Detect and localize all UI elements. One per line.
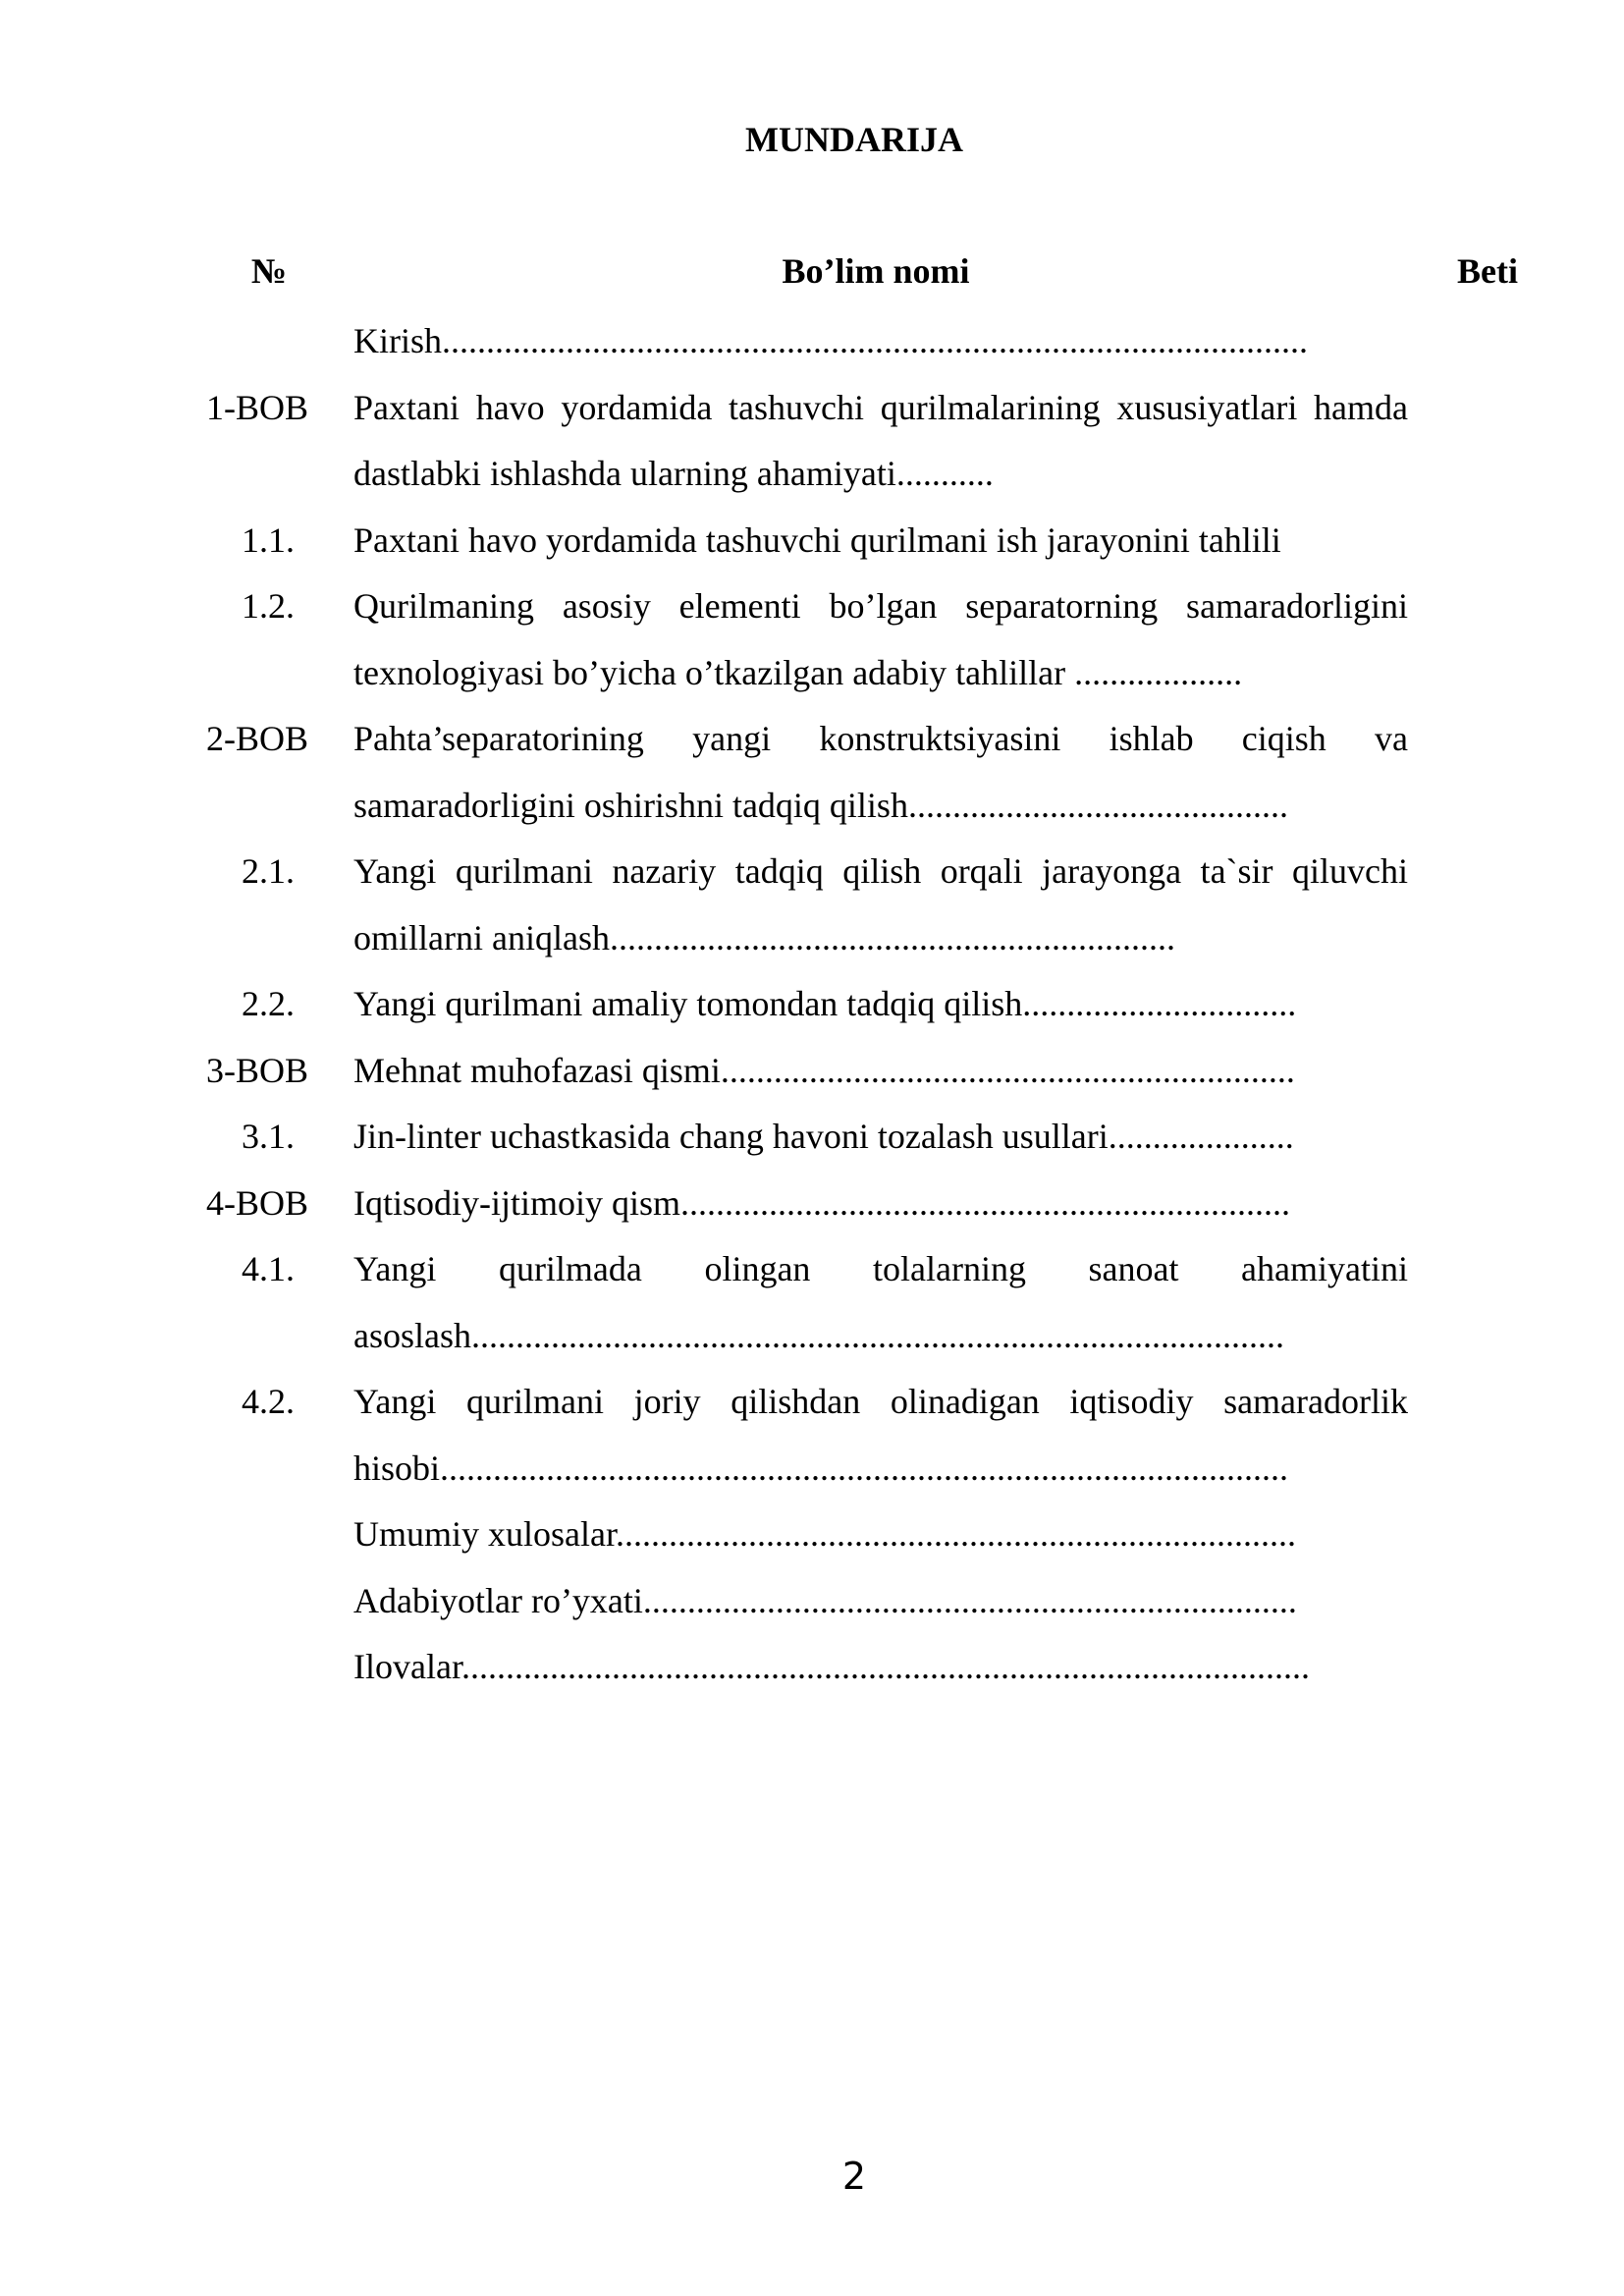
- column-header-section-name: Bo’lim nomi: [782, 251, 970, 291]
- toc-title: Pahta’separatorining yangi konstruktsiyasini ishlab ciqish va samaradorligini oshirishni tadqiq qilish...........................................: [353, 719, 1408, 825]
- toc-row: [0, 1369, 1624, 1502]
- toc-row: [0, 1038, 1624, 1105]
- column-header-number: №: [250, 251, 288, 291]
- toc-row: [0, 1171, 1624, 1237]
- toc-row: [0, 1502, 1624, 1568]
- toc-title: Mehnat muhofazasi qismi.................................................................: [353, 1050, 1295, 1090]
- toc-title: Qurilmaning asosiy elementi bo’lgan separatorning samaradorligini texnologiyasi bo’yicha o’tkazilgan adabiy tahlillar ...................: [353, 586, 1408, 692]
- toc-number: 3-BOB: [205, 1050, 308, 1090]
- toc-number: 1.2.: [242, 586, 295, 626]
- toc-number: [0, 1634, 324, 1701]
- toc-title: Paxtani havo yordamida tashuvchi qurilmani ish jarayonini tahlili: [353, 519, 1281, 560]
- toc-row: [0, 508, 1624, 574]
- toc-title: Iqtisodiy-ijtimoiy qism.....................................................................: [353, 1182, 1291, 1223]
- toc-row: [0, 839, 1624, 971]
- toc-number: [0, 1568, 324, 1635]
- toc-title: Jin-linter uchastkasida chang havoni tozalash usullari.....................: [353, 1117, 1294, 1156]
- toc-number: 4-BOB: [205, 1182, 308, 1223]
- toc-number: 4.1.: [242, 1249, 295, 1288]
- toc-title: Umumiy xulosalar.............................................................................: [353, 1514, 1296, 1554]
- toc-row: [0, 1568, 1624, 1635]
- toc-title: Yangi qurilmani joriy qilishdan olinadigan iqtisodiy samaradorlik hisobi................................................................................................: [353, 1382, 1408, 1488]
- toc-row: [0, 1104, 1624, 1171]
- toc-number: 1-BOB: [205, 387, 308, 427]
- toc-title: Ilovalar................................................................................................: [353, 1647, 1310, 1686]
- toc-number: [0, 1502, 324, 1568]
- toc-row: [0, 574, 1624, 706]
- toc-title: Paxtani havo yordamida tashuvchi qurilmalarining xususiyatlari hamda dastlabki ishlashda ularning ahamiyati...........: [353, 387, 1408, 493]
- toc-number: 2.1.: [242, 851, 295, 891]
- toc-number: 4.2.: [242, 1382, 295, 1421]
- toc-title: Adabiyotlar ro’yxati..........................................................................: [353, 1580, 1297, 1620]
- toc-number: 2.2.: [242, 984, 295, 1023]
- toc-row: [0, 308, 1624, 375]
- toc-number: 3.1.: [242, 1117, 295, 1156]
- toc-row: [0, 706, 1624, 839]
- toc-title: Kirish..................................................................................................: [353, 321, 1308, 360]
- column-header-page: Beti: [1457, 251, 1518, 291]
- table-of-contents: [0, 308, 1624, 1701]
- page-title: MUNDARIJA: [745, 120, 963, 159]
- toc-row: [0, 1236, 1624, 1369]
- toc-row: [0, 1634, 1624, 1701]
- page-number: 2: [841, 2155, 867, 2198]
- toc-row: [0, 971, 1624, 1038]
- toc-number: 1.1.: [242, 519, 295, 560]
- toc-title: Yangi qurilmada olingan tolalarning sanoat ahamiyatini asoslash............................................................................................: [353, 1249, 1408, 1355]
- toc-row: [0, 375, 1624, 508]
- toc-number: [0, 308, 324, 375]
- toc-number: 2-BOB: [205, 719, 308, 758]
- toc-title: Yangi qurilmani amaliy tomondan tadqiq qilish...............................: [353, 984, 1297, 1023]
- toc-title: Yangi qurilmani nazariy tadqiq qilish orqali jarayonga ta`sir qiluvchi omillarni aniqlash................................................................: [353, 851, 1408, 957]
